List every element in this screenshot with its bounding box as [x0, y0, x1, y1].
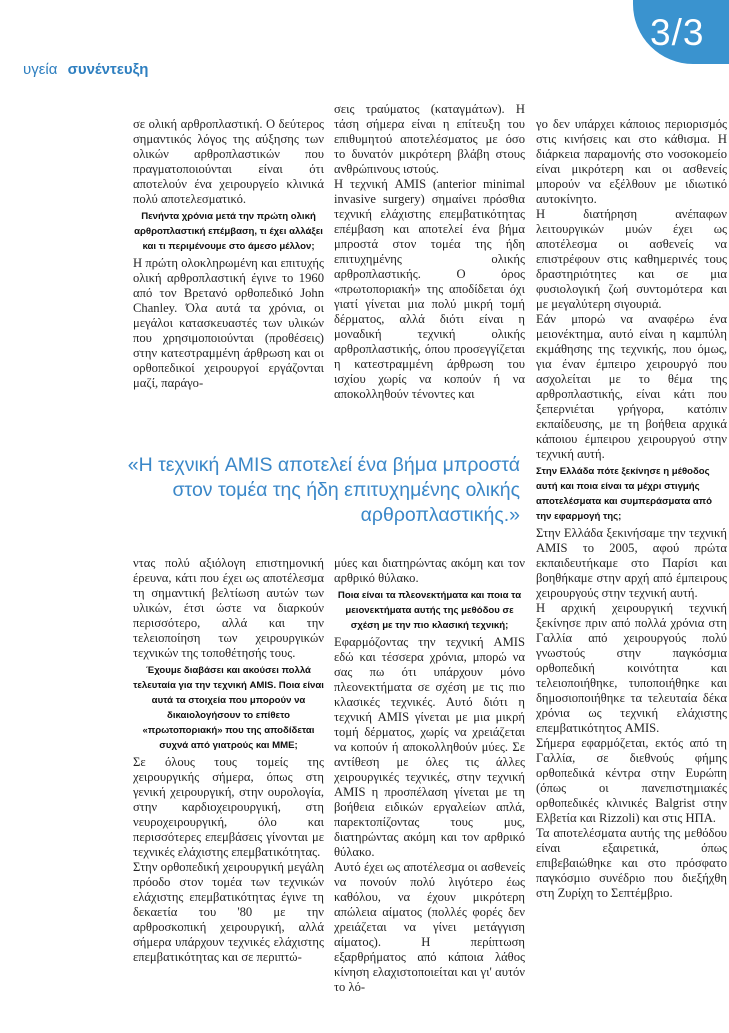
paragraph: σεις τραύματος (καταγμάτων). Η τάση σήμερα είναι η επίτευξη του επιθυμητού αποτελέσματος με όσο το δυνατόν μικρότερη βλάβη στους ανθρώπινους ιστούς. — [334, 102, 525, 176]
paragraph: Στην Ελλάδα ξεκινήσαμε την τεχνική AMIS το 2005, αφού πρώτα εκπαιδευτήκαμε στο Παρίσι και βοηθήκαμε στην αρχή από έμπειρους χειρουργούς στην τεχνική αυτή. — [536, 526, 727, 600]
interview-question: Έχουμε διαβάσει και ακούσει πολλά τελευταία για την τεχνική AMIS. Ποια είναι αυτά τα στοιχεία που μπορούν να δικαιολογήσουν το επίθετο «πρωτοποριακή» που της αποδίδεται συχνά από γιατρούς και ΜΜΕ; — [133, 665, 324, 751]
column-3 — [536, 117, 727, 901]
column-1-top — [133, 117, 324, 391]
paragraph: Σε όλους τους τομείς της χειρουργικής σήμερα, όπως στη γενική χειρουργική, στην ουρολογία, στην καρδιοχειρουργική, στη νευροχειρουργική, όλο και περισσότερες επεμβάσεις γίνονται με τεχνικές ελάχιστης επεμβατικότητας. — [133, 755, 324, 859]
section-name: υγεία — [23, 61, 58, 78]
paragraph: Στην ορθοπεδική χειρουργική μεγάλη πρόοδο στον τομέα των τεχνικών ελάχιστης επεμβατικότητας έγινε τη δεκαετία του '80 με την αρθροσκοπική χειρουργική, αλλά σήμερα υπάρχουν τεχνικές ελάχιστης επεμβατικότητας και σε περιπτώ- — [133, 860, 324, 964]
paragraph: μύες και διατηρώντας ακόμη και τον αρθρικό θύλακο. — [334, 556, 525, 585]
paragraph: Η αρχική χειρουργική τεχνική ξεκίνησε πριν από πολλά χρόνια στη Γαλλία από χειρουργούς πολύ γνωστούς στην παγκόσμια ορθοπεδική κοινότητα και τελειοποιήθηκε, τυποποιήθηκε και δημοσιοποιήθηκε τα τελευταία δέκα χρόνια ως τεχνική ελάχιστης επεμβατικότητος AMIS. — [536, 601, 727, 735]
paragraph: Η διατήρηση ανέπαφων λειτουργικών μυών έχει ως αποτέλεσμα οι ασθενείς να επιστρέφουν στις καθημερινές τους δραστηριότητες και σε μια φυσιολογική ζωή συντομότερα και με μεγαλύτερη σιγουριά. — [536, 207, 727, 311]
paragraph: σε ολική αρθροπλαστική. Ο δεύτερος σημαντικός λόγος της αύξησης των ολικών αρθροπλαστικών που πραγματοποιούνται είναι ότι αποτελούν ένα χειρουργείο κλινικά πολύ αποτελεσματικό. — [133, 117, 324, 206]
paragraph: Τα αποτελέσματα αυτής της μεθόδου είναι εξαιρετικά, όπως επιβεβαιώθηκε και στο πρόσφατο παγκόσμιο συνέδριο που διεξήχθη στη Ζυρίχη το Σεπτέμβριο. — [536, 826, 727, 900]
paragraph: ντας πολύ αξιόλογη επιστημονική έρευνα, κάτι που έχει ως αποτέλεσμα τη σημαντική βελτίωση αυτών των υλικών, έτσι ώστε να διαρκούν περισσότερο, αλλά και την τελειοποίηση των χειρουργικών τεχνικών της τοποθέτησής τους. — [133, 556, 324, 660]
section-header — [23, 61, 148, 78]
column-2-top — [334, 102, 525, 402]
paragraph: Αυτό έχει ως αποτέλεσμα οι ασθενείς να πονούν πολύ λιγότερο έως καθόλου, να έχουν μικρότερη απώλεια αίματος (πολλές φορές δεν χρειάζεται να γίνει μετάγγιση αίματος). Η περίπτωση εξαρθρήματος από κάποια λάθος κίνηση ελαχιστοποιείται και γι' αυτόν το λό- — [334, 860, 525, 994]
interview-question: Στην Ελλάδα πότε ξεκίνησε η μέθοδος αυτή και ποια είναι τα μέχρι στιγμής αποτελέσματα και συμπεράσματα από την εφαρμογή της; — [536, 466, 712, 522]
paragraph: Η πρώτη ολοκληρωμένη και επιτυχής ολική αρθροπλαστική έγινε το 1960 από τον Βρετανό ορθοπεδικό John Chanley. Όλα αυτά τα χρόνια, οι μεγάλοι κατασκευαστές των υλικών που χρησιμοποιούνται (προθέσεις) στην κατεστραμμένη άρθρωση και οι ορθοπεδικοί χειρουργοί εργάζονται μαζί, παράγο- — [133, 256, 324, 390]
paragraph: Εφαρμόζοντας την τεχνική AMIS εδώ και τέσσερα χρόνια, μπορώ να σας πω ότι υπάρχουν μόνο πλεονεκτήματα σε σχέση με τις πιο κλασικές τεχνικές. Αυτό διότι η τεχνική AMIS γίνεται με μια μικρή τομή δέρματος, χωρίς να χρειάζεται να κοπούν ή αποκολληθούν μύες. Σε αντίθεση με όλες τις άλλες χειρουργικές τεχνικές, στην τεχνική AMIS η προσπέλαση γίνεται με τη βοήθεια ειδικών εργαλείων απλά, παρεκτοπίζοντας τους μυς, διατηρώντας ακόμη και τον αρθρικό θύλακο. — [334, 635, 525, 859]
paragraph: γο δεν υπάρχει κάποιος περιορισμός στις κινήσεις και στο κάθισμα. Η διάρκεια παραμονής στο νοσοκομείο είναι μικρότερη και οι ασθενείς μπορούν να εξέλθουν με ιδιωτικό αυτοκίνητο. — [536, 117, 727, 206]
page-number: 3/3 — [650, 12, 705, 53]
subsection-name: συνέντευξη — [67, 61, 149, 78]
column-1-bottom — [133, 556, 324, 965]
pull-quote: «Η τεχνική AMIS αποτελεί ένα βήμα μπροστά στον τομέα της ήδη επιτυχημένης ολικής αρθροπλαστικής.» — [127, 454, 520, 526]
page-number-badge — [633, 0, 729, 64]
interview-question: Ποια είναι τα πλεονεκτήματα και ποια τα μειονεκτήματα αυτής της μεθόδου σε σχέση με την πιο κλασική τεχνική; — [337, 590, 522, 631]
paragraph: Η τεχνική AMIS (anterior minimal invasive surgery) σημαίνει πρόσθια τεχνική ελάχιστης επεμβατικότητας επέμβαση και αποτελεί ένα βήμα μπροστά στον τομέα της ήδη επιτυχημένης ολικής αρθροπλαστικής. Ο όρος «πρωτοποριακή» της αποδίδεται όχι γιατί γίνεται μια πολύ μικρή τομή δέρματος, αλλά διότι είναι η μοναδική τεχνική ολικής αρθροπλαστικής, όπου προσεγγίζεται η κατεστραμμένη άρθρωση του ισχίου χωρίς να κοπούν ή να αποκολληθούν τένοντες και — [334, 177, 525, 401]
paragraph: Εάν μπορώ να αναφέρω ένα μειονέκτημα, αυτό είναι η καμπύλη εκμάθησης της τεχνικής, που όμως, για έναν έμπειρο χειρουργό που ασχολείται με το θέμα της αρθροπλαστικής, είναι κάτι που ξεπερνιέται γρήγορα, κατόπιν εκπαίδευσης, με τη βοήθεια αρχικά κάποιου έμπειρου χειρουργού στην τεχνική αυτή. — [536, 312, 727, 461]
paragraph: Σήμερα εφαρμόζεται, εκτός από τη Γαλλία, σε διεθνούς φήμης ορθοπεδικά κέντρα στην Ευρώπη (όπως οι πανεπιστημιακές ορθοπεδικές κλινικές Balgrist στην Ελβετία και Rizzoli) και στις ΗΠΑ. — [536, 736, 727, 825]
column-2-bottom — [334, 556, 525, 995]
interview-question: Πενήντα χρόνια μετά την πρώτη ολική αρθροπλαστική επέμβαση, τι έχει αλλάξει και τι περιμένουμε στο άμεσο μέλλον; — [134, 211, 323, 252]
